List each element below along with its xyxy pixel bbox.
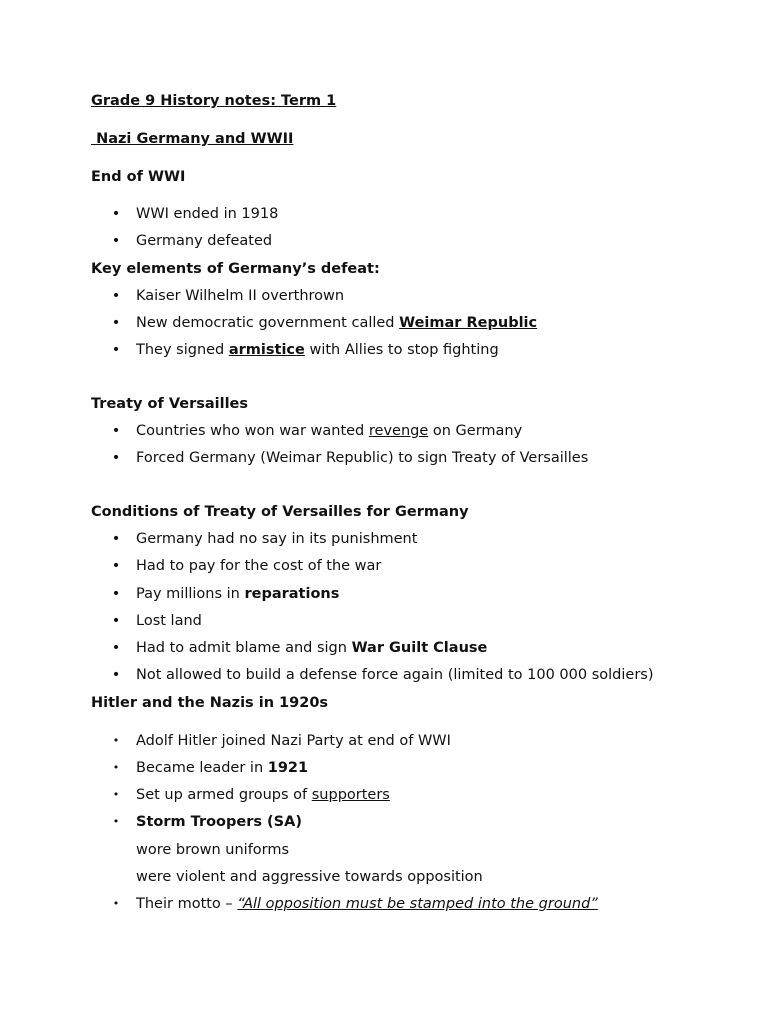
- bullet: •: [111, 531, 121, 547]
- bullet: •: [112, 761, 120, 774]
- list-item: Germany had no say in its punishment: [136, 531, 418, 547]
- heading-end-of-wwi: End of WWI: [91, 169, 186, 185]
- list-item: [136, 895, 598, 913]
- list-item: Germany defeated: [136, 233, 273, 249]
- list-item: Storm Troopers (SA): [136, 814, 302, 830]
- item-text: Set up armed groups of: [136, 787, 312, 803]
- item-text: with Allies to stop fighting: [304, 342, 499, 358]
- bullet: •: [111, 586, 121, 602]
- emphasis-term: revenge: [368, 423, 429, 439]
- document-title: Grade 9 History notes: Term 1: [91, 93, 337, 109]
- item-text: New democratic government called: [136, 315, 400, 331]
- motto-quote: “All opposition must be stamped into the ground”: [237, 896, 598, 912]
- emphasis-term: armistice: [228, 342, 305, 358]
- list-item: WWI ended in 1918: [136, 206, 279, 222]
- item-text: Became leader in: [136, 760, 268, 776]
- bullet: •: [111, 423, 121, 439]
- bullet: •: [112, 788, 120, 801]
- list-item: [136, 341, 499, 359]
- bullet: •: [111, 450, 121, 466]
- bullet: •: [111, 613, 121, 629]
- bullet: •: [111, 640, 121, 656]
- list-item: [136, 422, 522, 440]
- list-item: [136, 314, 537, 332]
- item-text: Pay millions in: [136, 586, 245, 602]
- list-item: Lost land: [136, 613, 202, 629]
- bullet: •: [111, 315, 121, 331]
- sub-item: were violent and aggressive towards opposition: [136, 869, 483, 885]
- list-item: Forced Germany (Weimar Republic) to sign Treaty of Versailles: [136, 450, 589, 466]
- list-item: Kaiser Wilhelm II overthrown: [136, 288, 345, 304]
- bullet: •: [112, 734, 120, 747]
- bullet: •: [111, 206, 121, 222]
- list-item: Adolf Hitler joined Nazi Party at end of WWI: [136, 733, 451, 749]
- subtitle-text: Nazi Germany and WWII: [96, 131, 294, 147]
- heading-treaty: Treaty of Versailles: [91, 396, 249, 412]
- list-item: [136, 585, 339, 603]
- bullet: •: [111, 288, 121, 304]
- bullet: •: [111, 342, 121, 358]
- item-text: Had to admit blame and sign: [136, 640, 352, 656]
- list-item: [136, 759, 308, 777]
- emphasis-term: 1921: [267, 760, 309, 776]
- item-text: They signed: [136, 342, 229, 358]
- item-text: on Germany: [428, 423, 523, 439]
- bullet: •: [112, 815, 120, 828]
- list-item: [136, 786, 390, 804]
- emphasis-term: reparations: [244, 586, 340, 602]
- emphasis-term: War Guilt Clause: [351, 640, 488, 656]
- item-text: Countries who won war wanted: [136, 423, 369, 439]
- list-item: Had to pay for the cost of the war: [136, 558, 382, 574]
- document-subtitle: [91, 130, 293, 148]
- bullet: •: [111, 233, 121, 249]
- heading-conditions: Conditions of Treaty of Versailles for Germany: [91, 504, 469, 520]
- bullet: •: [112, 897, 120, 910]
- item-text: Their motto –: [136, 896, 238, 912]
- emphasis-term: supporters: [311, 787, 390, 803]
- emphasis-term: Weimar Republic: [399, 315, 538, 331]
- heading-hitler-nazis: Hitler and the Nazis in 1920s: [91, 695, 329, 711]
- bullet: •: [111, 667, 121, 683]
- bullet: •: [111, 558, 121, 574]
- sub-item: wore brown uniforms: [136, 842, 290, 858]
- list-item: [136, 639, 487, 657]
- heading-key-elements: Key elements of Germany’s defeat:: [91, 261, 380, 277]
- list-item: Not allowed to build a defense force again (limited to 100 000 soldiers): [136, 667, 654, 683]
